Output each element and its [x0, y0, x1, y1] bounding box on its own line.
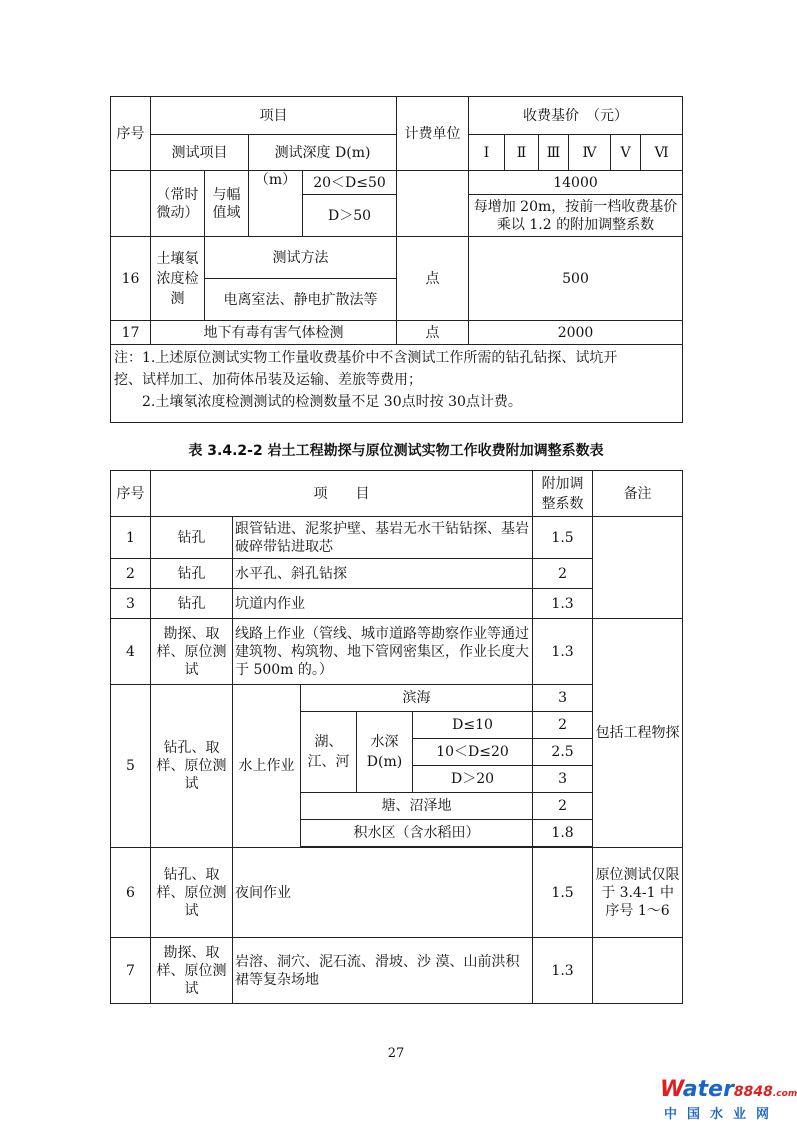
- row7-coef: 1.3: [533, 938, 593, 1004]
- adjustment-coefficient-table: [110, 470, 683, 1004]
- row5-paddy-coef: 1.8: [533, 820, 593, 847]
- table1-note: [111, 345, 683, 423]
- base-price-header: 收费基价 （元）: [469, 97, 683, 135]
- depth-range-2: D＞50: [303, 195, 397, 237]
- row17-price: 2000: [469, 321, 683, 345]
- watermark-logo: [660, 1077, 797, 1124]
- table-row-seq: 3: [111, 589, 151, 619]
- table-row-desc: 坑道内作业: [233, 589, 533, 619]
- table-row-type: 钻孔: [151, 559, 233, 589]
- row6-desc: 夜间作业: [233, 848, 533, 938]
- row6-remark: 原位测试仅限于 3.4-1 中序号 1～6: [593, 848, 683, 938]
- table-row-coef: 1.3: [533, 619, 593, 685]
- row17-unit: 点: [397, 321, 469, 345]
- row16-method-label: 测试方法: [205, 237, 397, 279]
- row5-depth-label: 水深D(m): [357, 712, 413, 793]
- table-row-coef: 2: [533, 559, 593, 589]
- table-row-seq: 1: [111, 517, 151, 559]
- row16-method: 电离室法、静电扩散法等: [205, 279, 397, 321]
- price-range-2: 每增加 20m，按前一档收费基价乘以 1.2 的附加调整系数: [469, 195, 683, 237]
- price-range-1: 14000: [469, 171, 683, 195]
- row5-lake: 湖、江、河: [301, 712, 357, 793]
- row5-d3: D＞20: [413, 766, 533, 793]
- row16-name: 土壤氡浓度检测: [151, 237, 205, 321]
- table-row-coef: 1.3: [533, 589, 593, 619]
- t2-item-header: 项 目: [151, 471, 533, 517]
- row5-d1: D≤10: [413, 712, 533, 739]
- t2-remark-header: 备注: [593, 471, 683, 517]
- remark-geophysics: 包括工程物探: [593, 619, 683, 848]
- row7-desc: 岩溶、洞穴、泥石流、滑坡、沙 漠、山前洪积裙等复杂场地: [233, 938, 533, 1004]
- row7-seq: 7: [111, 938, 151, 1004]
- row5-seq: 5: [111, 685, 151, 848]
- row5-c1: 2: [533, 712, 593, 739]
- table-row-desc: 跟管钻进、泥浆护壁、基岩无水干钻钻探、基岩破碎带钻进取芯: [233, 517, 533, 559]
- depth-range-1: 20＜D≤50: [303, 171, 397, 195]
- logo-text: Water8848.com: [660, 1077, 797, 1102]
- row5-d2: 10＜D≤20: [413, 739, 533, 766]
- table-row-coef: 1.5: [533, 517, 593, 559]
- page-number: 27: [387, 1046, 405, 1061]
- row5-c2: 2.5: [533, 739, 593, 766]
- grade-2: Ⅱ: [505, 135, 539, 171]
- seq-header: 序号: [111, 97, 151, 171]
- grade-3: Ⅲ: [539, 135, 569, 171]
- fee-base-table: [110, 96, 683, 423]
- row6-coef: 1.5: [533, 848, 593, 938]
- row5-pond-coef: 2: [533, 793, 593, 820]
- table-row-type: 钻孔: [151, 517, 233, 559]
- note-line-2: 挖、试样加工、加荷体吊装及运输、差旅等费用；: [114, 372, 422, 388]
- row5-coastal: 滨海: [301, 685, 533, 712]
- row16-price: 500: [469, 237, 683, 321]
- table2-caption: 表 3.4.2-2 岩土工程勘探与原位测试实物工作收费附加调整系数表: [188, 443, 604, 459]
- table-row-desc: 水平孔、斜孔钻探: [233, 559, 533, 589]
- row5-type: 钻孔、取样、原位测试: [151, 685, 233, 848]
- table-row-seq: 4: [111, 619, 151, 685]
- row16-seq: 16: [111, 237, 151, 321]
- cont-col-c: （m）: [249, 171, 303, 237]
- note-line-3: 2.土壤氡浓度检测测试的检测数量不足 30点时按 30点计费。: [114, 394, 522, 410]
- cont-col-b: 与幅值域: [205, 171, 249, 237]
- row5-paddy: 积水区（含水稻田）: [301, 820, 533, 847]
- table-row-type: 勘探、取样、原位测试: [151, 619, 233, 685]
- test-item-header: 测试项目: [151, 135, 249, 171]
- unit-header: 计费单位: [397, 97, 469, 171]
- table-row-desc: 线路上作业（管线、城市道路等勘察作业等通过建筑物、构筑物、地下管网密集区，作业长度大于 500m 的。）: [233, 619, 533, 685]
- grade-5: Ⅴ: [611, 135, 641, 171]
- row17-name: 地下有毒有害气体检测: [151, 321, 397, 345]
- grade-1: Ⅰ: [469, 135, 505, 171]
- row6-seq: 6: [111, 848, 151, 938]
- t2-seq-header: 序号: [111, 471, 151, 517]
- row17-seq: 17: [111, 321, 151, 345]
- row7-type: 勘探、取样、原位测试: [151, 938, 233, 1004]
- row16-unit: 点: [397, 237, 469, 321]
- row5-c3: 3: [533, 766, 593, 793]
- grade-6: Ⅵ: [641, 135, 683, 171]
- row6-type: 钻孔、取样、原位测试: [151, 848, 233, 938]
- table-row-type: 钻孔: [151, 589, 233, 619]
- t2-coef-header: 附加调整系数: [533, 471, 593, 517]
- row5-pond: 塘、沼泽地: [301, 793, 533, 820]
- table-row-seq: 2: [111, 559, 151, 589]
- cont-col-a: （常时微动）: [151, 171, 205, 237]
- grade-4: Ⅳ: [569, 135, 611, 171]
- test-depth-header: 测试深度 D(m): [249, 135, 397, 171]
- item-header: 项目: [151, 97, 397, 135]
- note-line-1: 注：1.上述原位测试实物工作量收费基价中不含测试工作所需的钻孔钻探、试坑开: [114, 350, 618, 366]
- row5-coastal-coef: 3: [533, 685, 593, 712]
- logo-subtitle: 中国水业网: [664, 1107, 780, 1122]
- row5-water: 水上作业: [233, 685, 301, 848]
